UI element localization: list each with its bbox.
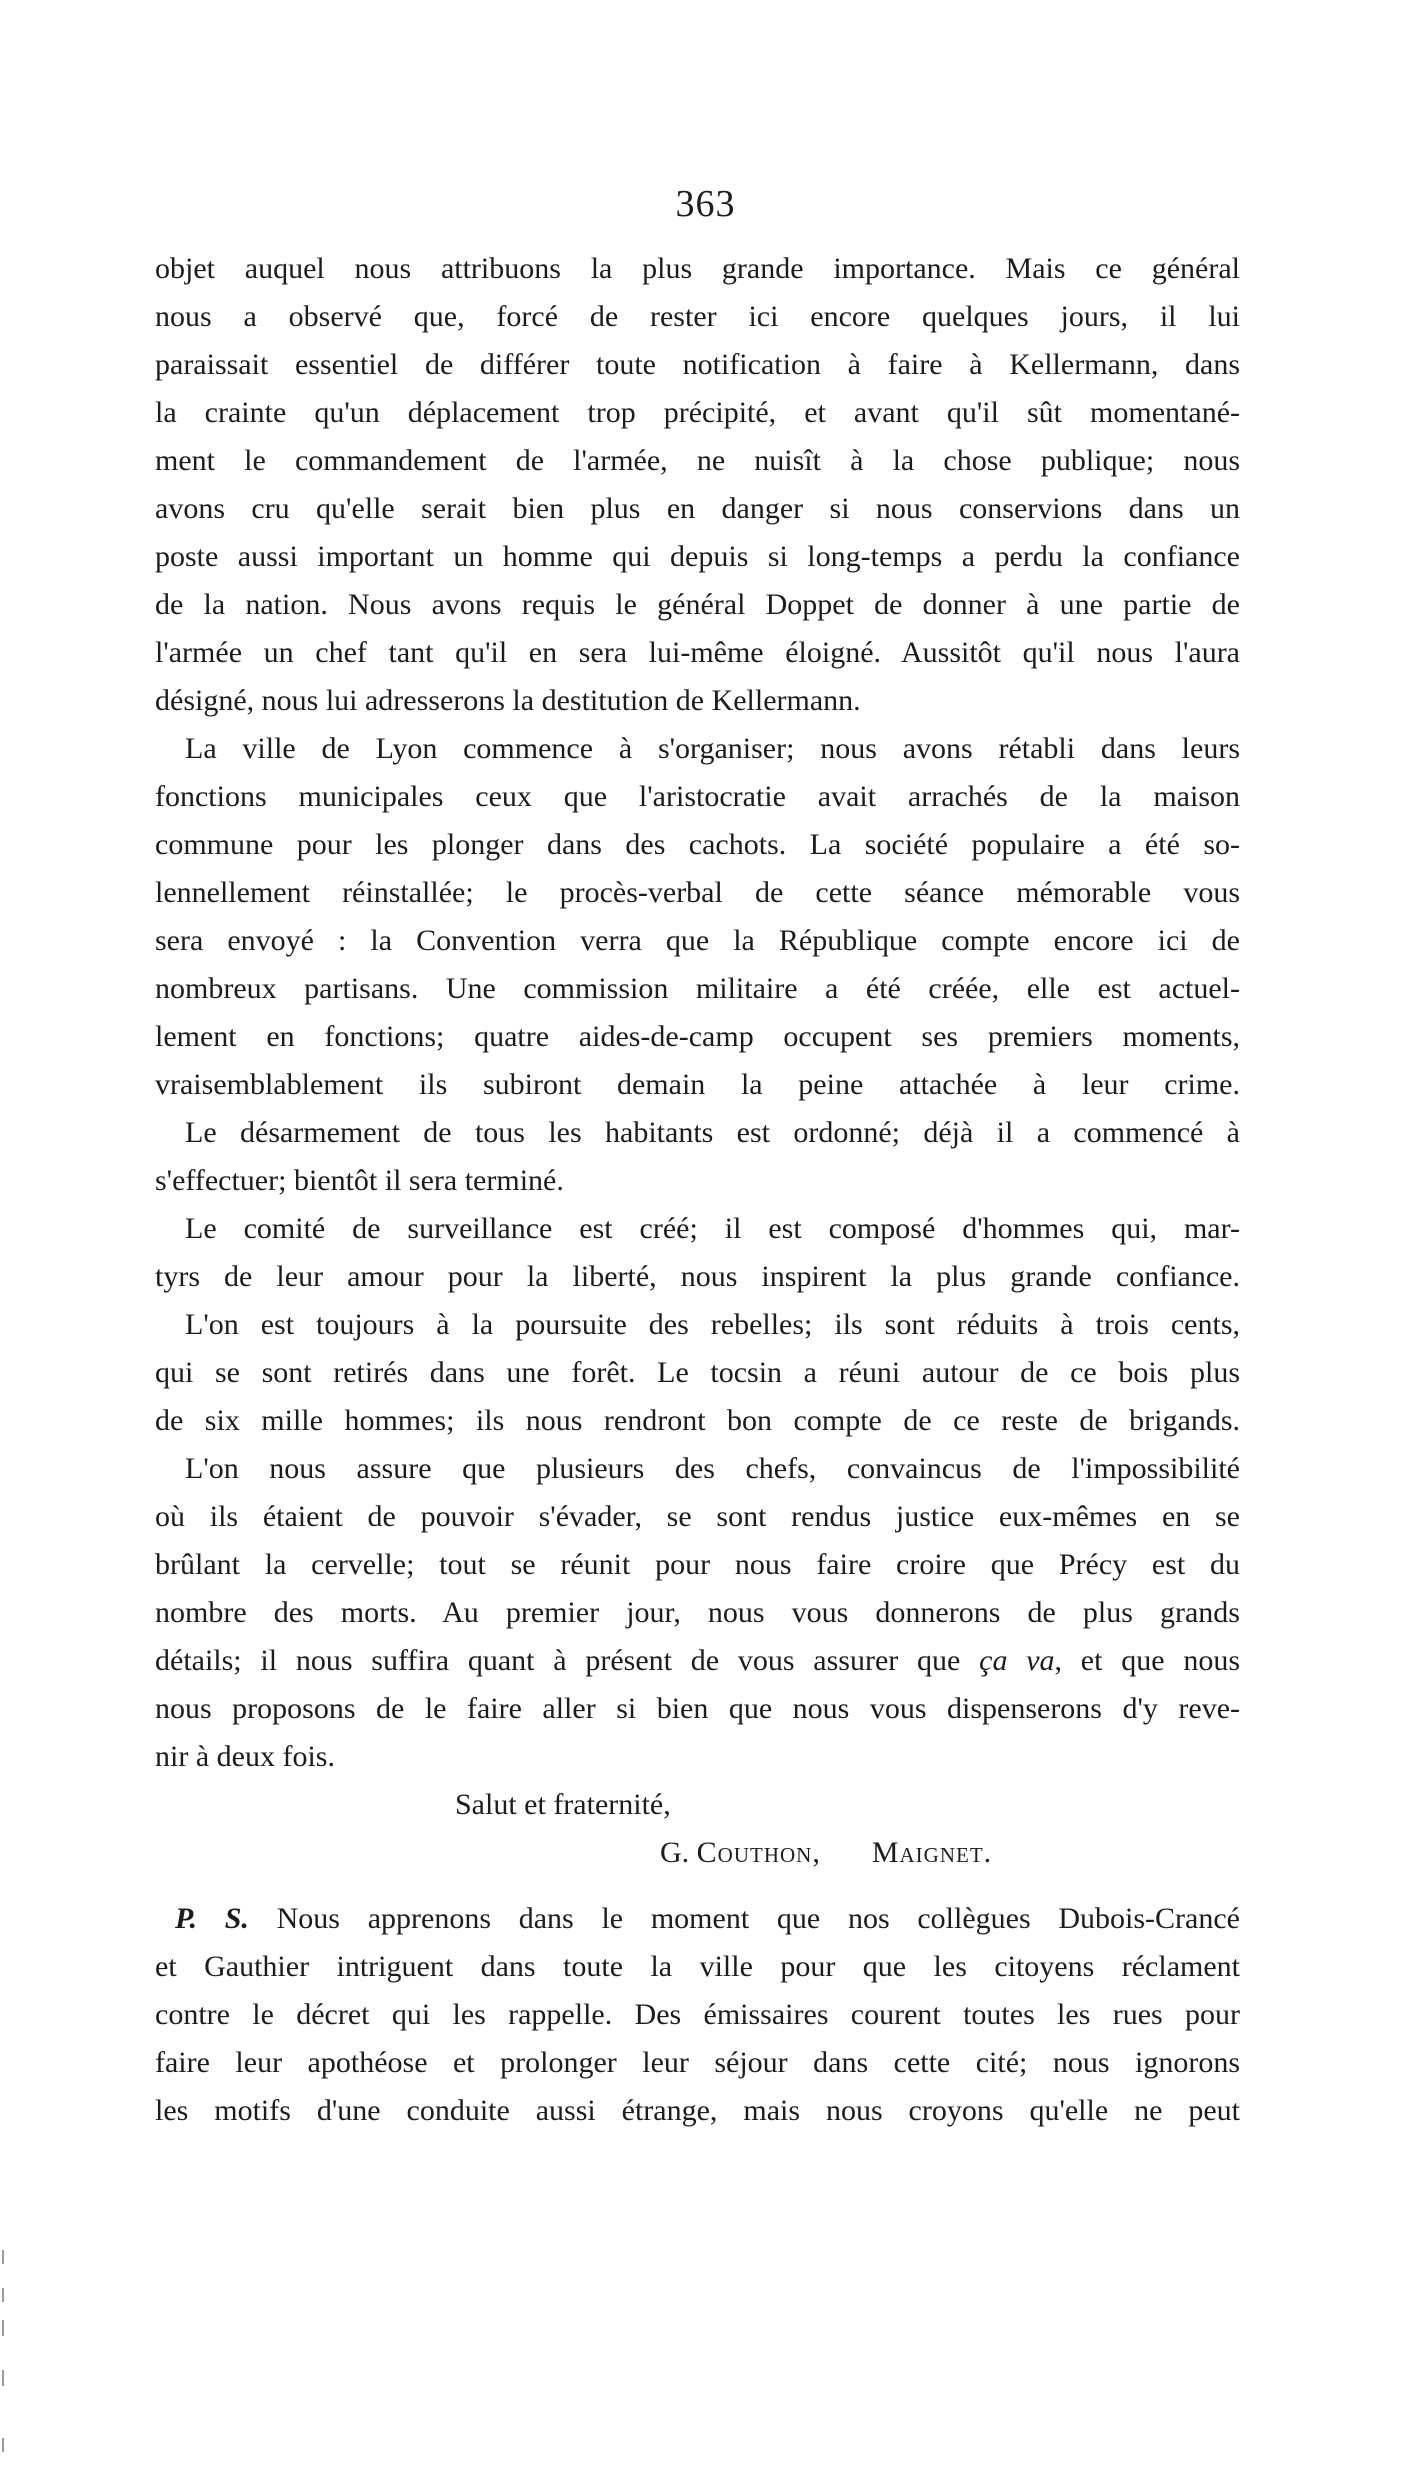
scan-margin-marks bbox=[0, 2250, 8, 2487]
text-line: nir à deux fois. bbox=[155, 1740, 335, 1773]
salutation: Salut et fraternité, bbox=[455, 1788, 671, 1821]
text-line: ment le commandement de l'armée, ne nuisît à la chose publique; nous bbox=[155, 444, 1240, 477]
text-line: de la nation. Nous avons requis le général Doppet de donner à une partie de bbox=[155, 588, 1240, 621]
body-text bbox=[155, 245, 1240, 2135]
text-line: tyrs de leur amour pour la liberté, nous inspirent la plus grande confiance. bbox=[155, 1260, 1240, 1293]
postscript-label: P. S. bbox=[175, 1902, 249, 1935]
paragraph bbox=[155, 245, 1240, 725]
text-line: avons cru qu'elle serait bien plus en danger si nous conservions dans un bbox=[155, 492, 1240, 525]
text-run: détails; il nous suffira quant à présent de vous assurer que bbox=[155, 1644, 980, 1677]
text-line: sera envoyé : la Convention verra que la République compte encore ici de bbox=[155, 924, 1240, 957]
text-line: les motifs d'une conduite aussi étrange, mais nous croyons qu'elle ne peut bbox=[155, 2094, 1240, 2127]
text-line bbox=[155, 1637, 1240, 1685]
text-line: l'armée un chef tant qu'il en sera lui-même éloigné. Aussitôt qu'il nous l'aura bbox=[155, 636, 1240, 669]
emphasized-text: ça va bbox=[979, 1644, 1055, 1677]
text-line: fonctions municipales ceux que l'aristocratie avait arrachés de la maison bbox=[155, 780, 1240, 813]
text-line: la crainte qu'un déplacement trop précipité, et avant qu'il sût momentané- bbox=[155, 396, 1240, 429]
text-line: et Gauthier intriguent dans toute la ville pour que les citoyens réclament bbox=[155, 1950, 1240, 1983]
text-line: nombreux partisans. Une commission militaire a été créée, elle est actuel- bbox=[155, 972, 1240, 1005]
text-line: vraisemblablement ils subiront demain la peine attachée à leur crime. bbox=[155, 1068, 1240, 1101]
text-line bbox=[155, 1895, 1240, 1943]
text-line: Le désarmement de tous les habitants est ordonné; déjà il a commencé à bbox=[185, 1116, 1240, 1149]
text-line: contre le décret qui les rappelle. Des émissaires courent toutes les rues pour bbox=[155, 1998, 1240, 2031]
signatures bbox=[155, 1829, 1240, 1877]
signature-comma: , bbox=[812, 1836, 820, 1869]
text-run: Nous apprenons dans le moment que nos collègues Dubois-Crancé bbox=[248, 1902, 1240, 1935]
paragraph bbox=[155, 1205, 1240, 1301]
paragraph bbox=[155, 1109, 1240, 1205]
paragraph bbox=[155, 725, 1240, 1109]
text-line: Le comité de surveillance est créé; il est composé d'hommes qui, mar- bbox=[185, 1212, 1240, 1245]
signature-maignet: Maignet. bbox=[871, 1836, 993, 1869]
text-line: paraissait essentiel de différer toute notification à faire à Kellermann, dans bbox=[155, 348, 1240, 381]
text-line: objet auquel nous attribuons la plus grande importance. Mais ce général bbox=[155, 252, 1240, 285]
paragraph bbox=[155, 1301, 1240, 1445]
text-line: nombre des morts. Au premier jour, nous vous donnerons de plus grands bbox=[155, 1596, 1240, 1629]
closing bbox=[155, 1781, 1240, 1877]
postscript bbox=[155, 1895, 1240, 2135]
signature-name: Couthon bbox=[696, 1836, 813, 1869]
text-run: , et que nous bbox=[1054, 1644, 1240, 1677]
text-line: s'effectuer; bientôt il sera terminé. bbox=[155, 1164, 564, 1197]
text-line: L'on est toujours à la poursuite des rebelles; ils sont réduits à trois cents, bbox=[185, 1308, 1240, 1341]
text-line: nous a observé que, forcé de rester ici encore quelques jours, il lui bbox=[155, 300, 1240, 333]
text-line: L'on nous assure que plusieurs des chefs, convaincus de l'impossibilité bbox=[185, 1452, 1240, 1485]
text-line: La ville de Lyon commence à s'organiser; nous avons rétabli dans leurs bbox=[185, 732, 1240, 765]
signature-couthon bbox=[660, 1829, 820, 1877]
text-line: désigné, nous lui adresserons la destitution de Kellermann. bbox=[155, 684, 861, 717]
page-number: 363 bbox=[675, 183, 736, 225]
paragraph bbox=[155, 1445, 1240, 1781]
text-line: de six mille hommes; ils nous rendront bon compte de ce reste de brigands. bbox=[155, 1404, 1240, 1437]
text-line: commune pour les plonger dans des cachots. La société populaire a été so- bbox=[155, 828, 1240, 861]
text-line: où ils étaient de pouvoir s'évader, se sont rendus justice eux-mêmes en se bbox=[155, 1500, 1240, 1533]
text-line: lennellement réinstallée; le procès-verbal de cette séance mémorable vous bbox=[155, 876, 1240, 909]
text-line: brûlant la cervelle; tout se réunit pour nous faire croire que Précy est du bbox=[155, 1548, 1240, 1581]
text-line: faire leur apothéose et prolonger leur séjour dans cette cité; nous ignorons bbox=[155, 2046, 1240, 2079]
text-line: qui se sont retirés dans une forêt. Le tocsin a réuni autour de ce bois plus bbox=[155, 1356, 1240, 1389]
text-line: lement en fonctions; quatre aides-de-camp occupent ses premiers moments, bbox=[155, 1020, 1240, 1053]
text-line: poste aussi important un homme qui depuis si long-temps a perdu la confiance bbox=[155, 540, 1240, 573]
spacer bbox=[155, 1877, 1240, 1895]
signature-initial: G. bbox=[660, 1836, 690, 1869]
text-line: nous proposons de le faire aller si bien que nous vous dispenserons d'y reve- bbox=[155, 1692, 1240, 1725]
